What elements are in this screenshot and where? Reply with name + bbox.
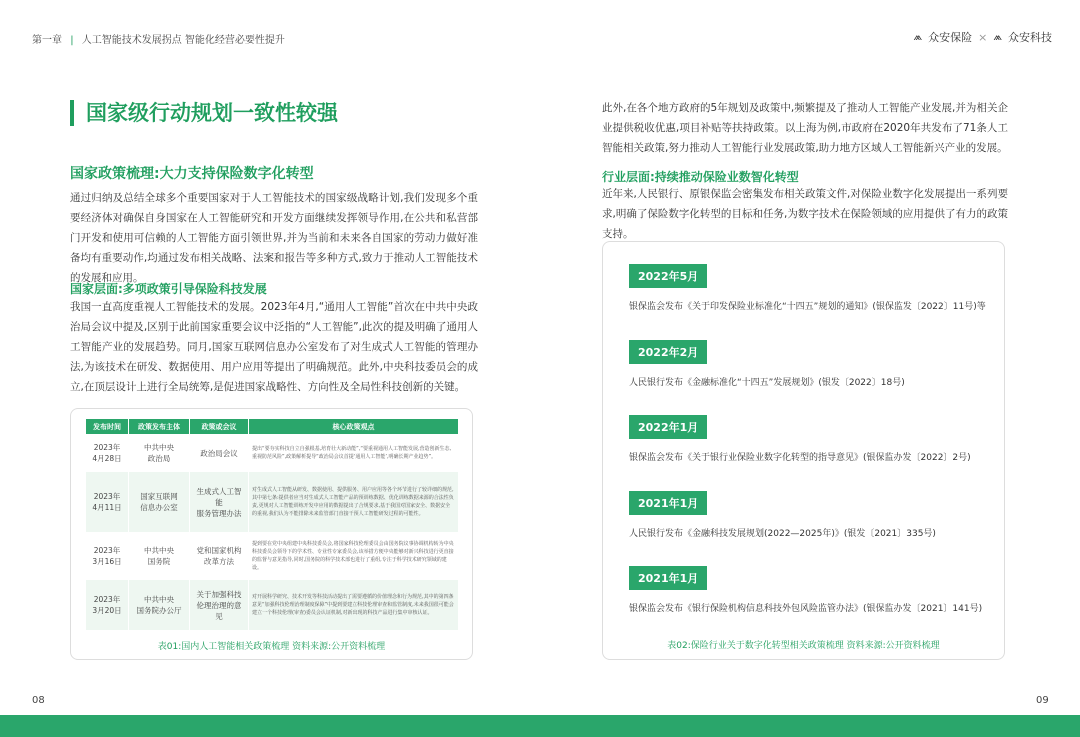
date-tag: 2021年1月: [629, 566, 707, 590]
col-header: 政策或会议: [190, 419, 248, 434]
brand-zhongan-insurance: 众安保险: [928, 31, 973, 44]
date-tag: 2022年2月: [629, 340, 707, 364]
timeline-item: [629, 340, 905, 388]
cell-policy: 党和国家机构 改革方法: [196, 546, 242, 566]
cell-issuer: 中共中央 国务院: [144, 546, 174, 566]
cross-sign: ×: [978, 30, 988, 44]
policy-text: 人民银行发布《金融科技发展规划(2022—2025年)》(银发〔2021〕335号): [629, 528, 936, 539]
timeline-item: [629, 415, 971, 463]
cell-core: 对开展科学研究、技术开发等科技活动提出了需要遵循的价值理念和行为规范,其中的第四条意见“加强科技伦理治理制度保障”中提到要建立科技伦理审查和监管制度,未来我国很可能会建立一个科技伦理(审查)委员会认证机制,对新出现的科技产品进行集中审核认证。: [249, 580, 458, 630]
brand-zhongan-tech: 众安科技: [1008, 31, 1052, 44]
mountain-logo-icon: ⩕: [913, 30, 923, 43]
table-row: [86, 434, 458, 472]
policy-table: [85, 419, 459, 630]
intro-paragraph: 通过归纳及总结全球多个重要国家对于人工智能技术的国家级战略计划,我们发现多个重要经济体对确保自身国家在人工智能研究和开发方面继续发挥领导作用,在公共和私营部门开发和使用可信赖的人工智能方面引领世界,并为当前和未来各自国家的劳动力做好准备均有重要动作,均通过发布相关战略、法案和报告等多种方式,致力于推动人工智能技术的发展和应用。: [70, 192, 478, 284]
page-number-left: 08: [32, 695, 45, 706]
policy-text: 银保监会发布《关于银行业保险业数字化转型的指导意见》(银保监办发〔2022〕2号): [629, 453, 971, 463]
chapter-label: 第一章: [32, 35, 62, 46]
cell-date: 2023年 4月11日: [86, 472, 128, 532]
col-header: 政策发布主体: [129, 419, 189, 434]
date-tag: 2022年5月: [629, 264, 707, 288]
table-row: [86, 532, 458, 580]
policy-text: 银保监会发布《关于印发保险业标准化“十四五”规划的通知》(银保监发〔2022〕11号)等: [629, 302, 986, 312]
date-tag: 2021年1月: [629, 491, 707, 515]
cell-issuer: 国家互联网 信息办公室: [129, 472, 189, 532]
col-header: 核心政策观点: [249, 419, 458, 434]
divider: |: [70, 35, 74, 46]
cell-issuer: 中共中央 国务院办公厅: [129, 580, 189, 630]
policy-text: 人民银行发布《金融标准化“十四五”发展规划》(银发〔2022〕18号): [629, 377, 905, 388]
industry-paragraph: 近年来,人民银行、原银保监会密集发布相关政策文件,对保险业数字化发展提出一系列要求,明确了保险数字化转型的目标和任务,为数字技术在保险领域的应用提供了有力的政策支持。: [602, 188, 1008, 240]
page-number-right: 09: [1036, 695, 1049, 706]
cell-policy: 生成式人工智能 服务管理办法: [190, 472, 248, 532]
timeline-caption: 表02:保险行业关于数字化转型相关政策梳理 资料来源:公开资料梳理: [667, 641, 940, 651]
national-paragraph: 我国一直高度重视人工智能技术的发展。2023年4月,“通用人工智能”首次在中共中央政治局会议中提及,区别于此前国家重要会议中泛指的“人工智能”,此次的提及明确了通用人工智能产业的发展趋势。同月,国家互联网信息办公室发布了对生成式人工智能的管理办法,为该技术在研发、数据使用、用户应用等提出了明确规范。此外,中央科技委员会的成立,在顶层设计上进行全局统筹,是促进国家战略性、方向性及全局性科技创新的关键。: [70, 301, 478, 393]
cell-core: 提出“要夯实科技自立自强根基,培育壮大新动能”,“要重视通用人工智能发展,营造创新生态,重视防范风险”,政策解析提导“政治局会议首提‘通用人工智能’,明确长期产业趋势”。: [252, 446, 452, 460]
table-row: [86, 472, 458, 532]
cell-policy: 政治局会议: [200, 448, 238, 458]
policy-text: 银保监会发布《银行保险机构信息科技外包风险监管办法》(银保监办发〔2021〕141号): [629, 604, 983, 614]
mountain-logo-icon: ⩕: [993, 30, 1002, 43]
date-tag: 2022年1月: [629, 415, 707, 439]
cell-date: 2023年 3月16日: [92, 546, 122, 566]
timeline-card: [602, 241, 1005, 660]
section-title: 国家政策梳理:大力支持保险数字化转型: [70, 166, 314, 182]
cell-core: 对生成式人工智能从研发、数据使用、提供服务、用户应用等各个环节进行了较详细的规范,其中第七条:提供者应当对生成式人工智能产品的预训练数据、优化训练数据来源的合法性负责,更规对人工智能训练开发中应用的数据提出了合规要求,基于我国对国家安全、数据安全的重视,我们认为不能排除未来监管部门直接干预人工智能研发过程的可能性。: [249, 472, 458, 532]
subsection-title: 国家层面:多项政策引导保险科技发展: [70, 282, 267, 296]
cell-issuer: 中共中央 政治局: [144, 443, 174, 463]
footer-band: [0, 715, 1080, 737]
col-header: 发布时间: [86, 419, 128, 434]
cell-core: 提到要在党中央组建中央科技委员会,将国家科技伦理委员会由国务院议事协调机构转为中央科技委员会领导下的学术性、专业性专家委员会,该举措方便中央能够对新兴科技进行更直接的监督与意见指导,同时,国务院的科学技术部也进行了重组,专注于科学技术研究领域的建设。: [252, 541, 454, 571]
industry-subtitle: 行业层面:持续推动保险业数智化转型: [602, 170, 799, 184]
brand-logos: [913, 29, 1052, 45]
table-row: [86, 580, 458, 630]
cell-date: 2023年 4月28日: [92, 443, 122, 463]
chapter-header: [32, 31, 285, 46]
policy-table-card: [70, 408, 473, 660]
local-policy-paragraph: 此外,在各个地方政府的5年规划及政策中,频繁提及了推动人工智能产业发展,并为相关企业提供税收优惠,项目补贴等扶持政策。以上海为例,市政府在2020年共发布了71条人工智能相关政策,努力推动人工智能行业发展政策,助力地方区域人工智能新兴产业的发展。: [602, 102, 1008, 154]
timeline-item: [629, 566, 982, 614]
cell-date: 2023年 3月20日: [86, 580, 128, 630]
page-title: 国家级行动规划一致性较强: [70, 100, 338, 126]
chapter-title: 人工智能技术发展拐点 智能化经营必要性提升: [81, 35, 285, 46]
table-caption: 表01:国内人工智能相关政策梳理 资料来源:公开资料梳理: [157, 642, 386, 652]
timeline-item: [629, 491, 936, 539]
cell-policy: 关于加强科技 伦理治理的意见: [190, 580, 248, 630]
timeline-item: [629, 264, 986, 312]
